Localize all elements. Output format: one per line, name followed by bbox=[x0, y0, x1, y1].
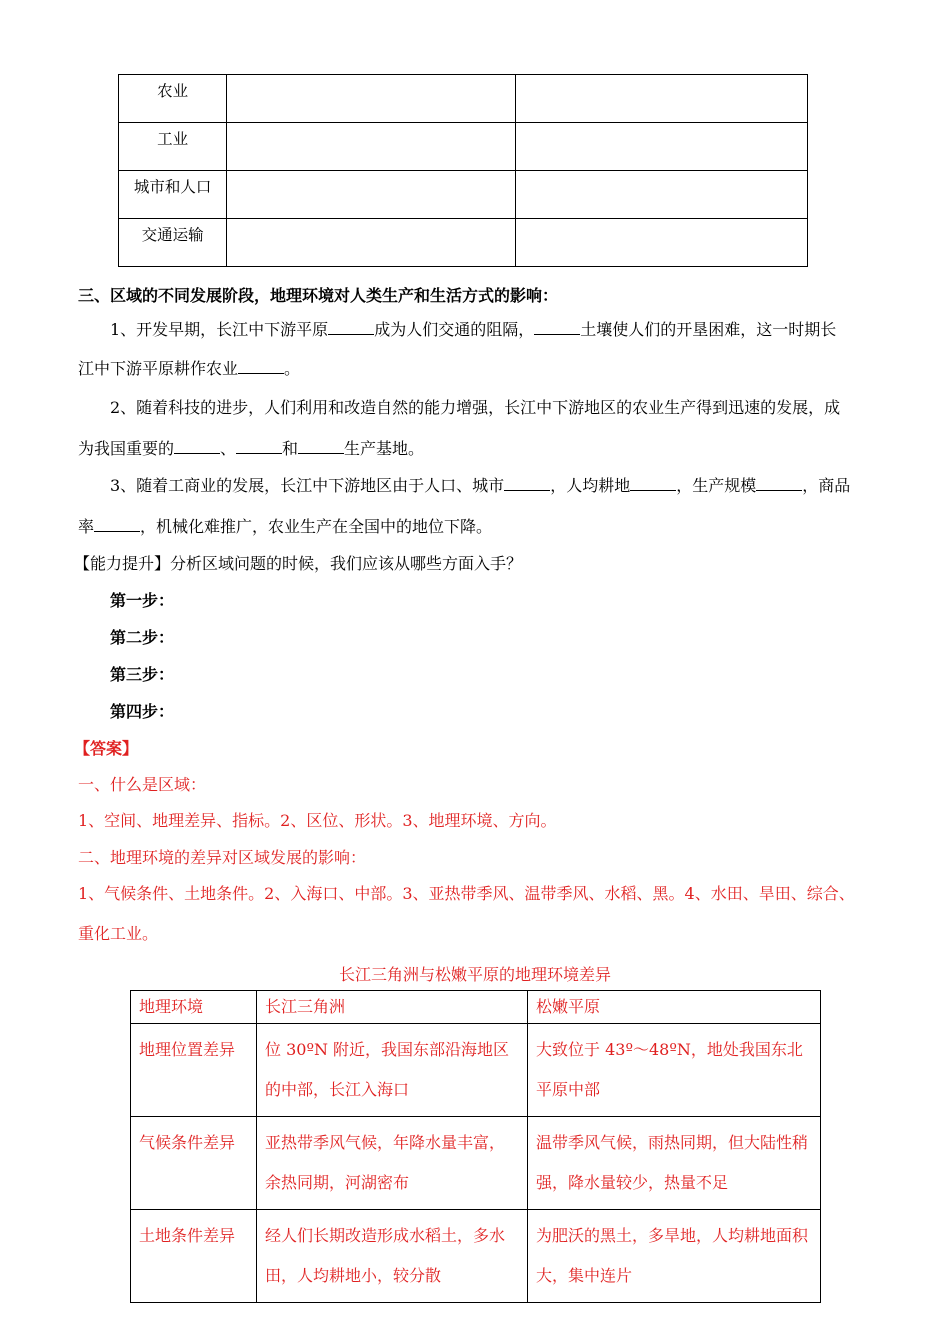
blank-cell bbox=[515, 219, 807, 267]
paragraph-3-line-1 bbox=[110, 473, 850, 496]
paragraph-1-line-1 bbox=[110, 317, 836, 340]
table-cell: 为肥沃的黑土，多旱地，人均耕地面积大，集中连片 bbox=[528, 1210, 821, 1303]
row-label: 地理位置差异 bbox=[131, 1024, 257, 1117]
table-row bbox=[119, 75, 808, 123]
fill-blank[interactable] bbox=[630, 489, 676, 491]
fill-blank[interactable] bbox=[298, 452, 344, 454]
header-cell: 松嫩平原 bbox=[528, 991, 821, 1024]
text: 土壤使人们的开垦困难，这一时期长 bbox=[580, 320, 837, 339]
ability-tag: 【能力提升】 bbox=[74, 554, 171, 573]
text: 成为人们交通的阻隔， bbox=[374, 320, 535, 339]
text: ，人均耕地 bbox=[550, 476, 631, 495]
text: 和 bbox=[282, 439, 299, 458]
table-row bbox=[119, 123, 808, 171]
text: 为我国重要的 bbox=[78, 439, 175, 458]
comparison-table-blank bbox=[118, 74, 808, 267]
table-cell: 位 30ºN 附近，我国东部沿海地区的中部，长江入海口 bbox=[257, 1024, 528, 1117]
fill-blank[interactable] bbox=[94, 530, 140, 532]
blank-cell bbox=[227, 219, 515, 267]
row-label: 工业 bbox=[119, 123, 227, 171]
blank-cell bbox=[227, 123, 515, 171]
text: 1、开发早期，长江中下游平原 bbox=[110, 320, 329, 339]
header-cell: 长江三角洲 bbox=[257, 991, 528, 1024]
text: 3、随着工商业的发展，长江中下游地区由于人口、城市 bbox=[110, 476, 505, 495]
fill-blank[interactable] bbox=[238, 372, 284, 374]
blank-cell bbox=[515, 75, 807, 123]
blank-cell bbox=[515, 123, 807, 171]
fill-blank[interactable] bbox=[504, 489, 550, 491]
text: 江中下游平原耕作农业 bbox=[78, 359, 239, 378]
ability-question-text: 分析区域问题的时候，我们应该从哪些方面入手？ bbox=[170, 554, 523, 573]
step-2: 第二步： bbox=[110, 628, 175, 647]
ability-question bbox=[74, 551, 522, 574]
table-cell: 亚热带季风气候，年降水量丰富，余热同期，河湖密布 bbox=[257, 1117, 528, 1210]
paragraph-3-line-2 bbox=[78, 514, 492, 537]
row-label: 农业 bbox=[119, 75, 227, 123]
row-label: 土地条件差异 bbox=[131, 1210, 257, 1303]
step-3: 第三步： bbox=[110, 665, 175, 684]
header-cell: 地理环境 bbox=[131, 991, 257, 1024]
blank-cell bbox=[515, 171, 807, 219]
text: 生产基地。 bbox=[344, 439, 425, 458]
text: ，生产规模 bbox=[676, 476, 757, 495]
table-row bbox=[119, 171, 808, 219]
table-row bbox=[131, 1024, 821, 1117]
table-cell: 大致位于 43º～48ºN，地处我国东北平原中部 bbox=[528, 1024, 821, 1117]
fill-blank[interactable] bbox=[328, 333, 374, 335]
table-caption: 长江三角洲与松嫩平原的地理环境差异 bbox=[338, 965, 611, 984]
paragraph-2-line-1: 2、随着科技的进步，人们利用和改造自然的能力增强，长江中下游地区的农业生产得到迅速的发展，成 bbox=[110, 398, 841, 417]
answer-section1-text: 1、空间、地理差异、指标。2、区位、形状。3、地理环境、方向。 bbox=[78, 811, 557, 830]
blank-cell bbox=[227, 171, 515, 219]
table-row bbox=[131, 1117, 821, 1210]
geography-difference-table bbox=[130, 990, 821, 1303]
text: ，机械化难推广，农业生产在全国中的地位下降。 bbox=[140, 517, 493, 536]
fill-blank[interactable] bbox=[174, 452, 220, 454]
row-label: 交通运输 bbox=[119, 219, 227, 267]
step-4: 第四步： bbox=[110, 702, 175, 721]
text: 、 bbox=[220, 439, 237, 458]
answer-section2-text-line-1: 1、气候条件、土地条件。2、入海口、中部。3、亚热带季风、温带季风、水稻、黑。4、水田、旱田、综合、 bbox=[78, 884, 855, 903]
table-row bbox=[131, 1210, 821, 1303]
answer-section2-text-line-2: 重化工业。 bbox=[78, 924, 159, 943]
table-row bbox=[119, 219, 808, 267]
text: ，商品 bbox=[802, 476, 851, 495]
paragraph-1-line-2 bbox=[78, 356, 300, 379]
answer-tag: 【答案】 bbox=[74, 739, 139, 758]
fill-blank[interactable] bbox=[534, 333, 580, 335]
table-header-row bbox=[131, 991, 821, 1024]
table-cell: 经人们长期改造形成水稻土，多水田，人均耕地小，较分散 bbox=[257, 1210, 528, 1303]
paragraph-2-line-2 bbox=[78, 436, 424, 459]
answer-section2-title: 二、地理环境的差异对区域发展的影响： bbox=[78, 848, 367, 867]
row-label: 气候条件差异 bbox=[131, 1117, 257, 1210]
fill-blank[interactable] bbox=[756, 489, 802, 491]
section3-heading: 三、区域的不同发展阶段，地理环境对人类生产和生活方式的影响： bbox=[78, 286, 559, 305]
fill-blank[interactable] bbox=[236, 452, 282, 454]
table-cell: 温带季风气候，雨热同期，但大陆性稍强，降水量较少，热量不足 bbox=[528, 1117, 821, 1210]
text: 。 bbox=[284, 359, 301, 378]
blank-cell bbox=[227, 75, 515, 123]
row-label: 城市和人口 bbox=[119, 171, 227, 219]
answer-section1-title: 一、什么是区域： bbox=[78, 775, 207, 794]
text: 率 bbox=[78, 517, 95, 536]
step-1: 第一步： bbox=[110, 591, 175, 610]
